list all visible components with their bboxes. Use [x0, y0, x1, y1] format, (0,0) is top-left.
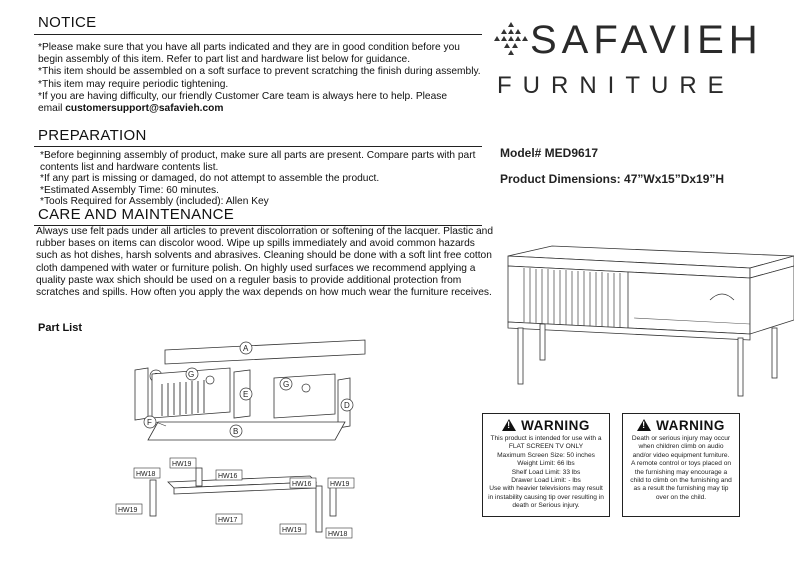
notice-line: *This item may require periodic tightening.: [38, 78, 229, 90]
hw-label: HW17: [218, 517, 238, 524]
part-list-title: Part List: [38, 322, 83, 334]
hw-label: HW19: [118, 507, 138, 514]
parts-diagram: [110, 330, 370, 448]
preparation-line: *Estimated Assembly Time: 60 minutes.: [40, 184, 219, 196]
hw-label: HW18: [136, 471, 156, 478]
part-label-g-right: G: [283, 380, 290, 389]
warning-title: !WARNING: [483, 418, 609, 433]
part-label-e: E: [243, 390, 249, 399]
warning-icon: [502, 419, 516, 431]
notice-line: *Please make sure that you have all parts indicated and they are in good condition before you begin assembly of this item. Refer to part list and hardware list below for guidance.: [38, 42, 460, 66]
notice-line: *If you are having difficulty, our friendly Customer Care team is always here to help. Please: [38, 90, 448, 102]
hw-label: HW16: [218, 473, 238, 480]
care-text: Always use felt pads under all articles to prevent discolorration or softening of the lacquer. Plastic and rubber bases on items can discolor wood. Wipe up spills immediately and avoid common hazards such as hot dishes, harsh solvents and abrasives. Cleaning should be done with a soft lint free cotton cloth dampened with water or furniture polish. On highly used surfaces we recommend applying a quality paste wax shich should be used on a reguler basis to provide additional protection from scratches and spills. How often you apply the wax depends on how much wear the furniture receives.: [36, 226, 493, 299]
hw-label: HW19: [172, 461, 192, 468]
part-label-d: D: [344, 401, 350, 410]
product-dimensions: Product Dimensions: 47”Wx15”Dx19”H: [500, 172, 725, 186]
part-label-b: B: [233, 427, 239, 436]
warning-text: Death or serious injury may occur when children climb on audio and/or video equipment furniture. A remote control or toys placed on the furnishing may encourage a child to climb on the furnishing and as a result the furnishing may tip over on the child.: [630, 435, 732, 501]
care-title: CARE AND MAINTENANCE: [38, 206, 235, 223]
preparation-line: *If any part is missing or damaged, do not attempt to assemble the product.: [40, 173, 380, 185]
warning-box-tipover: [622, 413, 740, 517]
preparation-text: [40, 150, 480, 208]
notice-text: [38, 42, 486, 115]
notice-rule: [34, 34, 482, 35]
notice-title: NOTICE: [38, 14, 97, 31]
email-prefix: email: [38, 103, 66, 115]
preparation-line: *Before beginning assembly of product, make sure all parts are present. Compare parts with part contents list and hardware contents list.: [40, 150, 476, 173]
safavieh-logo-icon: [494, 20, 528, 56]
hw-label: HW18: [328, 531, 348, 538]
preparation-title: PREPARATION: [38, 127, 147, 144]
part-label-a: A: [243, 344, 249, 353]
preparation-rule: [34, 146, 482, 147]
part-label-g-left: G: [188, 370, 195, 379]
support-email[interactable]: customersupport@safavieh.com: [65, 103, 224, 115]
warning-title: !WARNING: [623, 418, 739, 433]
hw-label: HW16: [292, 481, 312, 488]
preparation-line: *Tools Required for Assembly (included): Allen Key: [40, 196, 269, 208]
warning-box-tv: [482, 413, 610, 517]
brand-name: SAFAVIEH: [530, 18, 763, 62]
warning-icon: [637, 419, 651, 431]
warning-text: This product is intended for use with a FLAT SCREEN TV ONLY Maximum Screen Size: 50 inches Weight Limit: 66 lbs Shelf Load Limit: 33 lbs Drawer Load Limit: - lbs Use with heavier televisions may result in instability causing tip over resulting in death or Serious injury.: [488, 435, 604, 510]
hw-label: HW19: [330, 481, 350, 488]
model-number: Model# MED9617: [500, 146, 599, 160]
hardware-diagram: [110, 454, 370, 540]
tv-stand-drawing: [494, 238, 794, 398]
brand-sub: FURNITURE: [497, 72, 735, 99]
notice-line: *This item should be assembled on a soft surface to prevent scratching the finish during assembly.: [38, 66, 481, 78]
hw-label: HW19: [282, 527, 302, 534]
part-label-f: F: [147, 418, 152, 427]
